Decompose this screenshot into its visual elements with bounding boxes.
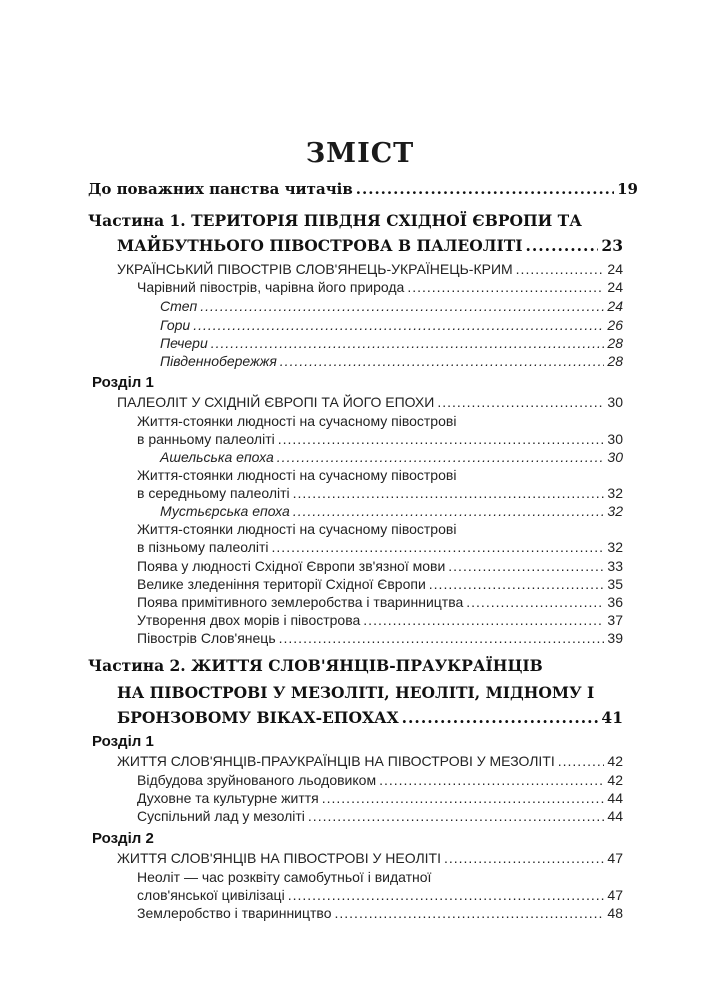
page-title: ЗМІСТ	[305, 138, 415, 169]
toc-subentry-line1: Життя-стоянки людності на сучасному півострові	[137, 467, 457, 483]
toc-entry-text: Поява у людності Східної Європи зв'язної мови	[137, 558, 446, 574]
toc-entry-text: в ранньому палеоліті	[137, 431, 275, 447]
toc-entry-page: 37	[607, 612, 623, 628]
toc-entry-text: Півострів Слов'янець	[137, 630, 276, 646]
toc-entry-page: 44	[607, 790, 623, 806]
toc-entry-part2[interactable]	[117, 708, 623, 727]
toc-entry-page: 32	[607, 539, 623, 555]
toc-entry-text: ПАЛЕОЛІТ У СХІДНІЙ ЄВРОПІ ТА ЙОГО ЕПОХИ	[117, 394, 435, 410]
toc-entry-page: 47	[607, 887, 623, 903]
toc-entry-page: 24	[607, 279, 623, 295]
toc-entry-text: Велике зледеніння території Східної Європи	[137, 576, 426, 592]
toc-subentry[interactable]	[137, 431, 623, 447]
toc-entry-text: Утворення двох морів і півострова	[137, 612, 361, 628]
part1-heading-line1: Частина 1. ТЕРИТОРІЯ ПІВДНЯ СХІДНОЇ ЄВРОПИ ТА	[88, 211, 582, 230]
toc-chapter[interactable]	[117, 753, 623, 769]
toc-entry-page: 42	[607, 753, 623, 769]
toc-entry-text: Відбудова зруйнованого льодовиком	[137, 772, 377, 788]
toc-entry-text: Духовне та культурне життя	[137, 790, 319, 806]
part2-heading-line2: НА ПІВОСТРОВІ У МЕЗОЛІТІ, НЕОЛІТІ, МІДНОМУ І	[117, 683, 595, 702]
toc-entry-page: 30	[607, 449, 623, 465]
toc-entry-page: 33	[607, 558, 623, 574]
toc-entry-text: УКРАЇНСЬКИЙ ПІВОСТРІВ СЛОВ'ЯНЕЦЬ-УКРАЇНЕЦЬ-КРИМ	[117, 261, 513, 277]
toc-chapter[interactable]	[117, 261, 623, 277]
toc-subentry[interactable]	[137, 558, 623, 574]
toc-subentry[interactable]	[137, 630, 623, 646]
toc-entry-text: Південнобережжя	[160, 353, 277, 369]
section-label: Розділ 1	[92, 733, 154, 750]
toc-entry-page: 23	[601, 236, 623, 255]
toc-entry-page: 30	[607, 394, 623, 410]
toc-subentry[interactable]	[137, 808, 623, 824]
toc-subentry[interactable]	[137, 887, 623, 903]
toc-entry-text: Гори	[160, 317, 191, 333]
toc-entry-page: 19	[617, 180, 638, 198]
toc-subentry[interactable]	[137, 905, 623, 921]
toc-entry-text: Печери	[160, 335, 208, 351]
toc-entry-page: 42	[607, 772, 623, 788]
toc-entry-text: Степ	[160, 298, 198, 314]
toc-entry-text: в середньому палеоліті	[137, 485, 290, 501]
toc-item[interactable]	[160, 335, 623, 351]
toc-entry-page: 28	[607, 335, 623, 351]
section-label: Розділ 2	[92, 830, 154, 847]
toc-entry-page: 32	[607, 485, 623, 501]
toc-entry-text: До поважних панства читачів	[88, 180, 353, 198]
toc-entry-page: 30	[607, 431, 623, 447]
toc-subentry[interactable]	[137, 612, 623, 628]
toc-entry-intro[interactable]	[88, 180, 638, 198]
part2-heading-line3: БРОНЗОВОМУ ВІКАХ-ЕПОХАХ	[117, 708, 399, 727]
toc-entry-text: Землеробство і тваринництво	[137, 905, 332, 921]
toc-item[interactable]	[160, 317, 623, 333]
toc-entry-page: 24	[607, 298, 623, 314]
toc-entry-page: 28	[607, 353, 623, 369]
toc-item[interactable]	[160, 353, 623, 369]
toc-subentry[interactable]	[137, 594, 623, 610]
toc-entry-page: 41	[601, 708, 623, 727]
toc-entry-page: 35	[607, 576, 623, 592]
toc-subentry-line1: Життя-стоянки людності на сучасному півострові	[137, 521, 457, 537]
toc-item[interactable]	[160, 449, 623, 465]
toc-entry-text: Чарівний півострів, чарівна його природа	[137, 279, 405, 295]
toc-entry-page: 32	[607, 503, 623, 519]
toc-entry-text: Суспільний лад у мезоліті	[137, 808, 305, 824]
toc-entry-text: в пізньому палеоліті	[137, 539, 269, 555]
toc-entry-page: 47	[607, 850, 623, 866]
toc-subentry-line1: Життя-стоянки людності на сучасному півострові	[137, 413, 457, 429]
toc-subentry-line1: Неоліт — час розквіту самобутньої і видатної	[137, 869, 432, 885]
toc-entry-page: 44	[607, 808, 623, 824]
toc-entry-text: ЖИТТЯ СЛОВ'ЯНЦІВ НА ПІВОСТРОВІ У НЕОЛІТІ	[117, 850, 441, 866]
toc-entry-text: слов'янської цивілізаці	[137, 887, 285, 903]
toc-entry-text: Поява примітивного землеробства і тваринництва	[137, 594, 464, 610]
toc-entry-text: ЖИТТЯ СЛОВ'ЯНЦІВ-ПРАУКРАЇНЦІВ НА ПІВОСТРОВІ У МЕЗОЛІТІ	[117, 753, 555, 769]
section-label: Розділ 1	[92, 374, 154, 391]
toc-entry-page: 24	[607, 261, 623, 277]
part1-heading-line2: МАЙБУТНЬОГО ПІВОСТРОВА В ПАЛЕОЛІТІ	[117, 236, 523, 255]
toc-entry-text: Мустьєрська епоха	[160, 503, 290, 519]
toc-item[interactable]	[160, 503, 623, 519]
toc-subentry[interactable]	[137, 485, 623, 501]
toc-subentry[interactable]	[137, 576, 623, 592]
toc-entry-page: 36	[607, 594, 623, 610]
toc-entry-text: Ашельська епоха	[160, 449, 274, 465]
toc-chapter[interactable]	[117, 394, 623, 410]
toc-subentry[interactable]	[137, 790, 623, 806]
toc-chapter[interactable]	[117, 850, 623, 866]
toc-subentry[interactable]	[137, 539, 623, 555]
part2-heading-line1: Частина 2. ЖИТТЯ СЛОВ'ЯНЦІВ-ПРАУКРАЇНЦІВ	[88, 656, 543, 675]
toc-subentry[interactable]	[137, 772, 623, 788]
toc-entry-page: 39	[607, 630, 623, 646]
toc-entry-page: 48	[607, 905, 623, 921]
toc-entry-part1[interactable]	[117, 236, 623, 255]
toc-item[interactable]	[160, 298, 623, 314]
toc-subentry[interactable]	[137, 279, 623, 295]
toc-entry-page: 26	[607, 317, 623, 333]
